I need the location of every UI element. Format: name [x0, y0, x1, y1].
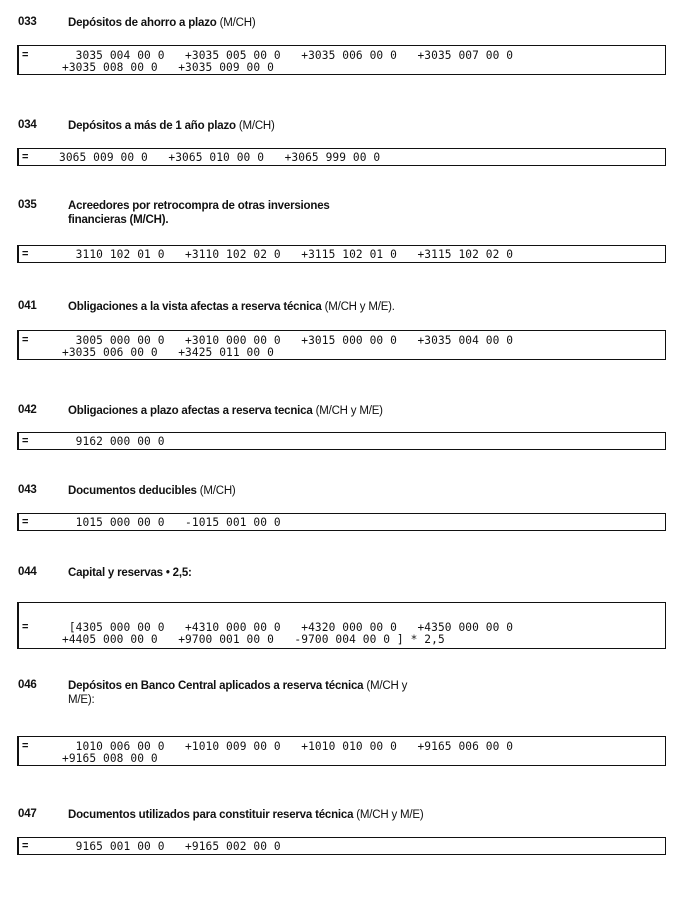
formula-box — [17, 45, 666, 75]
title-qualifier: (M/CH y M/E) — [315, 405, 383, 417]
formula-box — [17, 736, 666, 766]
title-text: Documentos utilizados para constituir reserva técnica — [68, 809, 354, 821]
formula-box — [17, 148, 666, 166]
title-text: Depósitos a más de 1 año plazo — [68, 120, 236, 132]
equals-sign: = — [22, 334, 29, 346]
formula-line-2: +3035 006 00 0 +3425 011 00 0 — [62, 346, 274, 359]
equals-sign: = — [22, 435, 29, 447]
section-code: 046 — [18, 679, 37, 691]
formula-box — [17, 513, 666, 531]
section-code: 047 — [18, 808, 37, 820]
section-title — [68, 119, 488, 133]
equals-sign: = — [22, 516, 29, 528]
section-title: Capital y reservas • 2,5: — [68, 567, 192, 579]
equals-sign: = — [22, 49, 29, 61]
title-text: Obligaciones a plazo afectas a reserva tecnica — [68, 405, 313, 417]
title-line-2: financieras (M/CH). — [68, 214, 169, 226]
section-title — [68, 16, 488, 30]
section-title — [68, 404, 568, 418]
equals-sign: = — [22, 621, 29, 633]
title-qualifier: (M/CH) — [199, 485, 236, 497]
formula-line-1: 3005 000 00 0 +3010 000 00 0 +3015 000 00 0 +3035 004 00 0 — [62, 334, 514, 347]
section-title — [68, 808, 588, 822]
title-qualifier: (M/CH) — [238, 120, 275, 132]
title-qualifier: (M/CH y — [366, 680, 408, 692]
title-text: Depósitos en Banco Central aplicados a reserva técnica — [68, 680, 364, 692]
title-qualifier: (M/CH y M/E) — [356, 809, 424, 821]
section-title — [68, 679, 428, 707]
formula-line-1: [4305 000 00 0 +4310 000 00 0 +4320 000 00 0 +4350 000 00 0 — [62, 621, 514, 634]
section-code: 041 — [18, 300, 37, 312]
section-code: 042 — [18, 404, 37, 416]
formula-line-2: +4405 000 00 0 +9700 001 00 0 -9700 004 00 0 ] * 2,5 — [62, 633, 445, 646]
section-code: 035 — [18, 199, 37, 211]
formula-box — [17, 602, 666, 649]
equals-sign: = — [22, 248, 29, 260]
equals-sign: = — [22, 740, 29, 752]
formula-line-1: 3035 004 00 0 +3035 005 00 0 +3035 006 00 0 +3035 007 00 0 — [62, 49, 514, 62]
formula-box — [17, 837, 666, 855]
section-code: 034 — [18, 119, 37, 131]
section-title — [68, 199, 488, 227]
equals-sign: = — [22, 151, 29, 163]
formula-box — [17, 245, 666, 263]
formula-line-1: 1015 000 00 0 -1015 001 00 0 — [62, 516, 281, 529]
formula-line-1: 3110 102 01 0 +3110 102 02 0 +3115 102 01 0 +3115 102 02 0 — [62, 248, 514, 261]
title-text: Depósitos de ahorro a plazo — [68, 17, 217, 29]
formula-line-1: 1010 006 00 0 +1010 009 00 0 +1010 010 00 0 +9165 006 00 0 — [62, 740, 514, 753]
formula-line-1: 3065 009 00 0 +3065 010 00 0 +3065 999 00 0 — [59, 151, 381, 164]
formula-line-1: 9162 000 00 0 — [62, 435, 165, 448]
title-text: Acreedores por retrocompra de otras inversiones — [68, 200, 330, 212]
title-qualifier: (M/CH y M/E). — [324, 301, 395, 313]
formula-box — [17, 330, 666, 360]
formula-box — [17, 432, 666, 450]
formula-line-2: +9165 008 00 0 — [62, 752, 158, 765]
section-code: 043 — [18, 484, 37, 496]
section-title — [68, 300, 568, 314]
formula-line-2: +3035 008 00 0 +3035 009 00 0 — [62, 61, 274, 74]
section-title — [68, 484, 488, 498]
section-code: 033 — [18, 16, 37, 28]
formula-line-1: 9165 001 00 0 +9165 002 00 0 — [62, 840, 281, 853]
title-qualifier: (M/CH) — [219, 17, 256, 29]
equals-sign: = — [22, 840, 29, 852]
section-code: 044 — [18, 566, 37, 578]
title-line-2: M/E): — [68, 694, 95, 706]
title-text: Obligaciones a la vista afectas a reserva técnica — [68, 301, 322, 313]
title-text: Documentos deducibles — [68, 485, 197, 497]
